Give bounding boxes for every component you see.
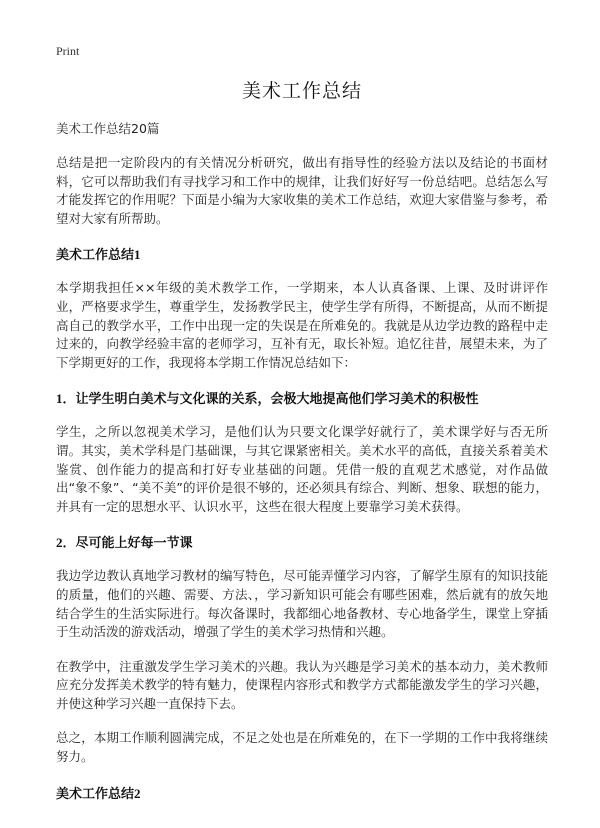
section1-paragraph: 本学期我担任××年级的美术教学工作，一学期来，本人认真备课、上课、及时讲评作业，严格要求学生，尊重学生，发扬教学民主，使学生学有所得，不断提高，从而不断提高自己的教学水平，工作中出现一定的失误是在所难免的。我就是从边学边教的路程中走过来的，向教学经验丰富的老师学习，互补有无，取长补短。追忆往昔，展望未来，为了下学期更好的工作，我现将本学期工作情况总结如下： bbox=[56, 280, 548, 370]
page-title: 美术工作总结 bbox=[241, 80, 362, 102]
section-heading-2: 美术工作总结2 bbox=[56, 785, 141, 801]
subsection2-paragraph-2: 在教学中，注重激发学生学习美术的兴趣。我认为兴趣是学习美术的基本动力，美术教师应充分发挥美术教学的特有魅力，使课程内容形式和教学方式都能激发学生的学习兴趣，并使这种学习兴趣一直保持下去。 bbox=[56, 658, 548, 711]
intro-paragraph: 总结是把一定阶段内的有关情况分析研究，做出有指导性的经验方法以及结论的书面材料，它可以帮助我们有寻找学习和工作中的规律，让我们好好写一份总结吧。总结怎么写才能发挥它的作用呢？下面是小编为大家收集的美术工作总结，欢迎大家借鉴与参考，希望对大家有所帮助。 bbox=[56, 155, 548, 226]
print-label: Print bbox=[56, 44, 80, 58]
subsection1-paragraph: 学生，之所以忽视美术学习，是他们认为只要文化课学好就行了，美术课学好与否无所谓。其实，美术学科是门基础课，与其它课紧密相关。美术水平的高低，直接关系着美术鉴赏、创作能力的提高和打好专业基础的问题。凭借一般的直观艺术感觉，对作品做出“象不象”、“美不美”的评价是很不够的，还必须具有综合、判断、想象、联想的能力，并具有一定的思想水平、认识水平，这些在很大程度上要靠学习美术获得。 bbox=[56, 424, 548, 514]
subsection-heading-2: 2．尽可能上好每一节课 bbox=[56, 535, 193, 551]
subsection-heading-1: 1．让学生明白美术与文化课的关系，会极大地提高他们学习美术的积极性 bbox=[56, 391, 479, 407]
conclusion-paragraph: 总之，本期工作顺利圆满完成，不足之处也是在所难免的，在下一学期的工作中我将继续努力。 bbox=[56, 730, 548, 765]
subsection2-paragraph-1: 我边学边教认真地学习教材的编写特色，尽可能弄懂学习内容，了解学生原有的知识技能的质量，他们的兴趣、需要、方法、，学习新知识可能会有哪些困难，然后就有的放矢地结合学生的生活实际进行。每次备课时，我都细心地备教材、专心地备学生，课堂上穿插于生动活泼的游戏活动，增强了学生的美术学习热情和兴趣。 bbox=[56, 568, 548, 640]
document-subtitle: 美术工作总结20篇 bbox=[56, 121, 160, 136]
section-heading-1: 美术工作总结1 bbox=[56, 247, 141, 263]
